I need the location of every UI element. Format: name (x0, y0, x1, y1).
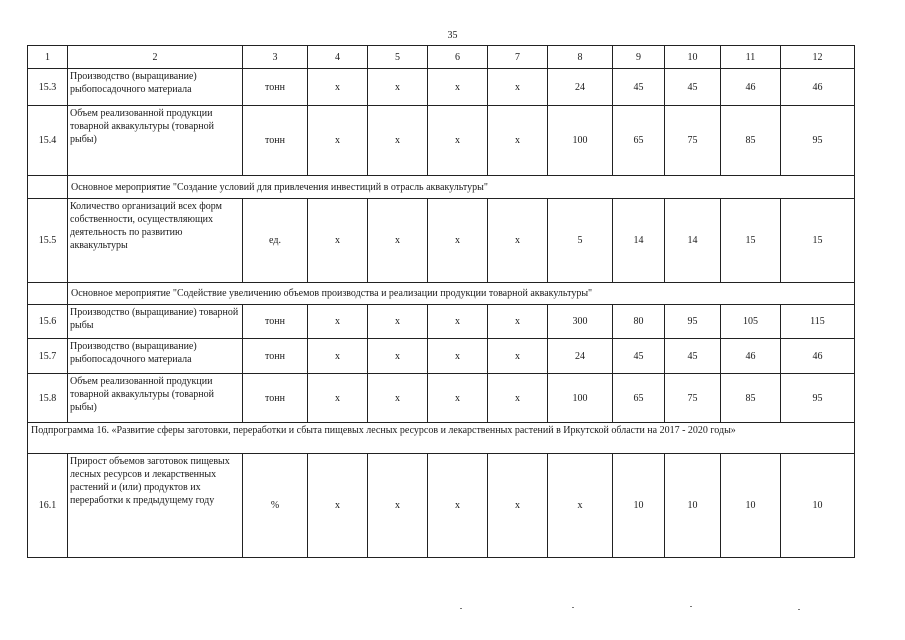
value-cell: 5 (548, 199, 613, 283)
value-cell: 15 (781, 199, 855, 283)
value-cell: х (308, 106, 368, 176)
unit-cell: тонн (243, 106, 308, 176)
table-row (28, 339, 855, 374)
value-cell: х (368, 305, 428, 339)
value-cell: х (428, 339, 488, 374)
value-cell: х (308, 339, 368, 374)
row-number: 15.8 (28, 374, 68, 423)
value-cell: х (428, 374, 488, 423)
table-row (28, 106, 855, 176)
value-cell: 24 (548, 339, 613, 374)
value-cell: х (548, 454, 613, 558)
header-cell: 12 (781, 46, 855, 69)
indicator-name: Производство (выращивание) рыбопосадочного материала (68, 339, 243, 374)
indicator-name: Объем реализованной продукции товарной аквакультуры (товарной рыбы) (68, 374, 243, 423)
value-cell: 300 (548, 305, 613, 339)
value-cell: 10 (781, 454, 855, 558)
value-cell: х (488, 69, 548, 106)
value-cell: 45 (665, 69, 721, 106)
row-number: 15.7 (28, 339, 68, 374)
unit-cell: тонн (243, 69, 308, 106)
value-cell: 10 (721, 454, 781, 558)
value-cell: 45 (665, 339, 721, 374)
row-number: 15.5 (28, 199, 68, 283)
value-cell: 95 (781, 106, 855, 176)
value-cell: х (428, 106, 488, 176)
value-cell: х (488, 106, 548, 176)
indicator-name: Производство (выращивание) товарной рыбы (68, 305, 243, 339)
value-cell: 65 (613, 106, 665, 176)
value-cell: 75 (665, 374, 721, 423)
header-cell: 4 (308, 46, 368, 69)
value-cell: х (308, 305, 368, 339)
value-cell: 14 (613, 199, 665, 283)
header-cell: 2 (68, 46, 243, 69)
value-cell: х (428, 199, 488, 283)
header-cell: 3 (243, 46, 308, 69)
value-cell: 10 (613, 454, 665, 558)
scan-artifact (460, 608, 462, 609)
header-cell: 7 (488, 46, 548, 69)
row-number: 15.4 (28, 106, 68, 176)
unit-cell: % (243, 454, 308, 558)
page-number: 35 (447, 30, 458, 41)
unit-cell: тонн (243, 374, 308, 423)
value-cell: 85 (721, 106, 781, 176)
value-cell: 45 (613, 339, 665, 374)
table-row (28, 374, 855, 423)
value-cell: 85 (721, 374, 781, 423)
header-cell: 8 (548, 46, 613, 69)
table-row (28, 199, 855, 283)
subprogram-title: Подпрограмма 16. «Развитие сферы заготовки, переработки и сбыта пищевых лесных ресурсов и лекарственных растений в Иркутской области на 2017 - 2020 годы» (28, 423, 855, 454)
value-cell: х (368, 454, 428, 558)
empty-cell (28, 176, 68, 199)
value-cell: 24 (548, 69, 613, 106)
value-cell: х (308, 454, 368, 558)
indicator-name: Прирост объемов заготовок пищевых лесных ресурсов и лекарственных растений и (или) продуктов их переработки к предыдущему году (68, 454, 243, 558)
table-row (28, 69, 855, 106)
header-cell: 9 (613, 46, 665, 69)
indicator-name: Производство (выращивание) рыбопосадочного материала (68, 69, 243, 106)
value-cell: х (488, 199, 548, 283)
value-cell: х (428, 305, 488, 339)
value-cell: х (368, 69, 428, 106)
value-cell: 46 (781, 339, 855, 374)
value-cell: 46 (721, 339, 781, 374)
value-cell: 46 (781, 69, 855, 106)
scan-artifact (798, 609, 800, 610)
row-number: 15.6 (28, 305, 68, 339)
header-cell: 5 (368, 46, 428, 69)
table-row (28, 305, 855, 339)
value-cell: х (428, 69, 488, 106)
row-number: 15.3 (28, 69, 68, 106)
indicator-name: Объем реализованной продукции товарной аквакультуры (товарной рыбы) (68, 106, 243, 176)
value-cell: 14 (665, 199, 721, 283)
section-title: Основное мероприятие "Создание условий для привлечения инвестиций в отрасль аквакультуры" (68, 176, 855, 199)
value-cell: 100 (548, 374, 613, 423)
header-row (28, 46, 855, 69)
value-cell: 95 (781, 374, 855, 423)
header-cell: 10 (665, 46, 721, 69)
scan-artifact (690, 606, 692, 607)
value-cell: х (488, 454, 548, 558)
subprogram-row (28, 423, 855, 454)
section-row (28, 283, 855, 305)
value-cell: 100 (548, 106, 613, 176)
value-cell: 115 (781, 305, 855, 339)
value-cell: 10 (665, 454, 721, 558)
value-cell: х (368, 374, 428, 423)
indicator-name: Количество организаций всех форм собственности, осуществляющих деятельность по развитию аквакультуры (68, 199, 243, 283)
value-cell: х (308, 374, 368, 423)
value-cell: х (368, 106, 428, 176)
header-cell: 11 (721, 46, 781, 69)
value-cell: 95 (665, 305, 721, 339)
unit-cell: ед. (243, 199, 308, 283)
value-cell: 15 (721, 199, 781, 283)
unit-cell: тонн (243, 339, 308, 374)
value-cell: 80 (613, 305, 665, 339)
table-row (28, 454, 855, 558)
value-cell: 65 (613, 374, 665, 423)
unit-cell: тонн (243, 305, 308, 339)
value-cell: х (308, 199, 368, 283)
empty-cell (28, 283, 68, 305)
value-cell: х (428, 454, 488, 558)
value-cell: х (368, 199, 428, 283)
value-cell: х (488, 374, 548, 423)
header-cell: 6 (428, 46, 488, 69)
section-row (28, 176, 855, 199)
value-cell: 45 (613, 69, 665, 106)
header-cell: 1 (28, 46, 68, 69)
value-cell: х (308, 69, 368, 106)
scan-artifact (572, 607, 574, 608)
row-number: 16.1 (28, 454, 68, 558)
value-cell: х (368, 339, 428, 374)
value-cell: 46 (721, 69, 781, 106)
section-title: Основное мероприятие "Содействие увеличению объемов производства и реализации продукции товарной аквакультуры" (68, 283, 855, 305)
indicators-table (27, 45, 855, 558)
value-cell: 105 (721, 305, 781, 339)
value-cell: х (488, 305, 548, 339)
value-cell: 75 (665, 106, 721, 176)
value-cell: х (488, 339, 548, 374)
